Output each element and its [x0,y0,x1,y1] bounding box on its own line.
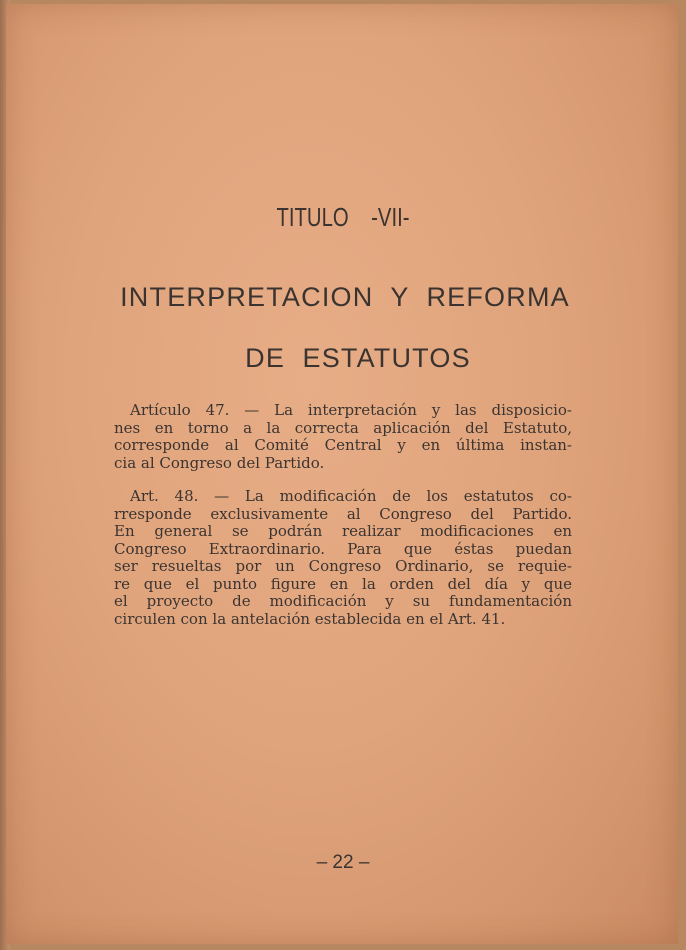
article-48-line: re que el punto figure en la orden del día y que [114,574,572,593]
article-47-line: nes en torno a la correcta aplicación del Estatuto, [114,418,572,437]
article-48-line: rresponde exclusivamente al Congreso del Partido. [114,504,572,523]
article-48-paragraph [114,488,572,628]
heading-line-1: INTERPRETACION Y REFORMA [120,282,570,312]
article-47-paragraph [114,402,572,472]
article-48-line: Art. 48. — La modificación de los estatutos co- [130,487,572,505]
article-48-line: Congreso Extraordinario. Para que éstas puedan [114,539,572,558]
section-title [75,202,610,233]
article-47-line: corresponde al Comité Central y en última instan- [114,436,572,454]
article-48-line: ser resueltas por un Congreso Ordinario, se requie- [114,557,572,575]
title-number: -VII- [371,202,410,232]
article-48-line: el proyecto de modificación y su fundamentación [114,592,572,610]
page-number: – 22 – [316,852,370,873]
article-47-line: cia al Congreso del Partido. [114,453,325,472]
article-47-line: Artículo 47. — La interpretación y las disposicio- [130,401,572,419]
article-48-line: circulen con la antelación establecida en el Art. 41. [114,609,506,628]
article-48-line: En general se podrán realizar modificaciones en [114,522,572,540]
document-page [6,4,678,944]
title-label: TITULO [276,202,349,232]
heading-line-2: DE ESTATUTOS [245,343,471,373]
